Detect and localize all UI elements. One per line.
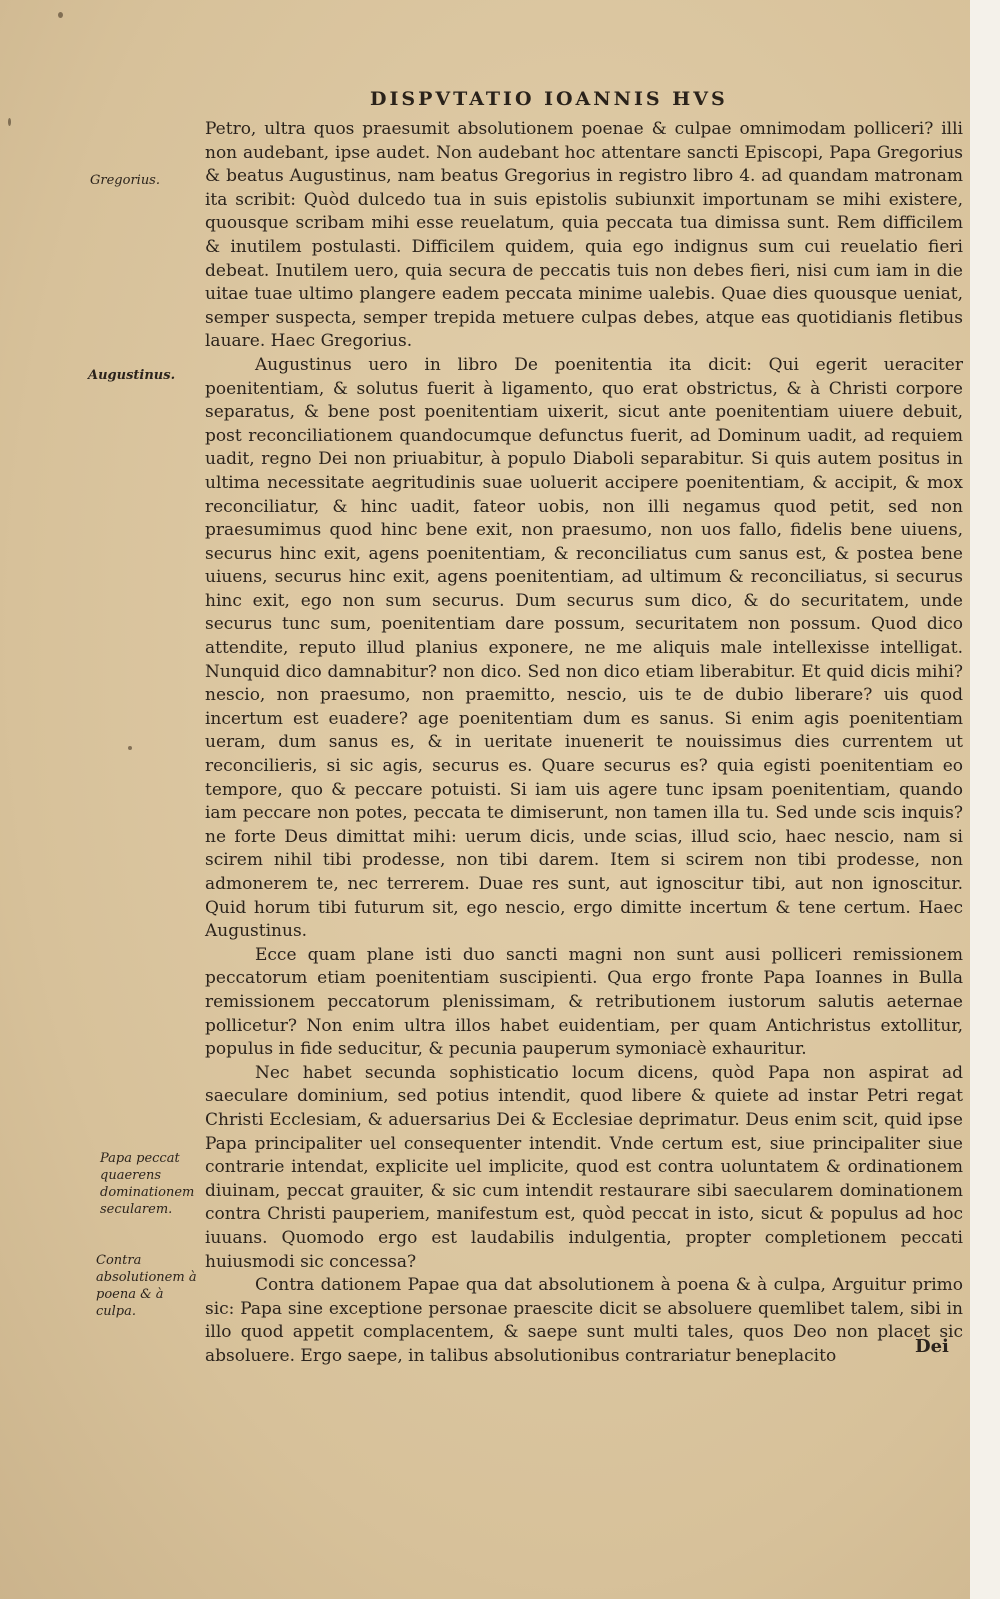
paragraph-contra-dationem: Contra dationem Papae qua dat absolutionem à poena & à culpa, Arguitur primo sic: Papa sine exceptione personae praescite dicit se absoluere quemlibet talem, sibi in illo quod appetit complacentem, & saepe sunt multi tales, quos Deo non placet sic absoluere. Ergo saepe, in talibus absolutionibus contrariatur beneplacito: [205, 1275, 963, 1366]
margin-note-augustinus: Augustinus.: [88, 368, 176, 383]
margin-note-gregorius: Gregorius.: [90, 173, 160, 188]
catchword: Dei: [915, 1336, 949, 1357]
paragraph-augustinus: Augustinus uero in libro De poenitentia ita dicit: Qui egerit ueraciter poenitentiam, & solutus fuerit à ligamento, quo erat obstrictus, & à Christi corpore separatus, & bene post poenitentiam uixerit, sicut ante poenitentiam uiuere debuit, post reconciliationem quandocumque defunctus fuerit, ad Dominum uadit, ad requiem uadit, regno Dei non priuabitur, à populo Diaboli separabitur. Si quis autem positus in ultima necessitate aegritudinis suae uoluerit accipere poenitentiam, & accipit, & mox reconciliatur, & hinc uadit, fateor uobis, non illi negamus quod petit, sed non praesumimus quod hinc bene exit, non praesumo, non uos fallo, fidelis bene uiuens, securus hinc exit, agens poenitentiam, & reconciliatus cum sanus est, & postea bene uiuens, securus hinc exit, agens poenitentiam, ad ultimum & reconciliatus, si securus hinc exit, ego non sum securus. Dum securus sum dico, & do securitatem, unde securus tunc sum, poenitentiam dare possum, securitatem non possum. Quod dico attendite, reputo illud planius exponere, ne me aliquis male intellexisse intelligat. Nunquid dico damnabitur? non dico. Sed non dico etiam liberabitur. Et quid dicis mihi? nescio, non praesumo, non praemitto, nescio, uis te de dubio liberare? uis quod incertum est euadere? age poenitentiam dum es sanus. Si enim agis poenitentiam ueram, dum sanus es, & in ueritate inuenerit te nouissimus dies currentem ut reconcilieris, si sic agis, securus es. Quare securus es? quia egisti poenitentiam eo tempore, quo & peccare potuisti. Si iam uis agere tunc ipsam poenitentiam, quando iam peccare non potes, peccata te dimiserunt, non tamen illa tu. Sed unde scis inquis? ne forte Deus dimittat mihi: uerum dicis, unde scias, illud scio, haec nescio, nam si scirem nihil tibi prodesse, non tibi darem. Item si scirem non tibi prodesse, non admonerem te, nec terrerem. Duae res sunt, aut ignoscitur tibi, aut non ignoscitur. Quid horum tibi futurum sit, ego nescio, ergo dimitte incertum & tene certum. Haec Augustinus.: [205, 354, 963, 942]
margin-note-papa-peccat: Papa peccat quaerens dominationem secularem.: [100, 1151, 195, 1217]
ink-spot: [8, 118, 11, 126]
paragraph-nec-habet: Nec habet secunda sophisticatio locum dicens, quòd Papa non aspirat ad saeculare dominium, sed potius intendit, quod libere & quiete ad instar Petri regat Christi Ecclesiam, & aduersarius Dei & Ecclesiae deprimatur. Deus enim scit, quid ipse Papa principaliter uel consequenter intendit. Vnde certum est, siue principaliter siue contrarie intendat, explicite uel implicite, quod est contra uoluntatem & ordinationem diuinam, peccat grauiter, & sic cum intendit restaurare sibi saecularem dominationem contra Christi pauperiem, manifestum est, quòd peccat in isto, sicut & populus ad hoc iuuans. Quomodo ergo est laudabilis indulgentia, propter completionem peccati huiusmodi sic concessa?: [205, 1062, 963, 1272]
running-header: DISPVTATIO IOANNIS HVS: [370, 88, 728, 110]
ink-spot: [128, 746, 132, 750]
main-text-block: [205, 118, 963, 1368]
page-edge-background: [970, 0, 1000, 1599]
margin-note-contra-absolutionem: Contra absolutionem à poena & à culpa.: [96, 1253, 197, 1319]
paragraph-ecce: Ecce quam plane isti duo sancti magni non sunt ausi polliceri remissionem peccatorum etiam poenitentiam suscipienti. Qua ergo fronte Papa Ioannes in Bulla remissionem peccatorum plenissimam, & retributionem iustorum salutis aeternae pollicetur? Non enim ultra illos habet euidentiam, per quam Antichristus extollitur, populus in fide seducitur, & pecunia pauperum symoniacè exhauritur.: [205, 944, 963, 1060]
ink-spot: [58, 12, 63, 18]
paragraph-petro: Petro, ultra quos praesumit absolutionem poenae & culpae omnimodam polliceri? illi non audebant, ipse audet. Non audebant hoc attentare sancti Episcopi, Papa Gregorius & beatus Augustinus, nam beatus Gregorius in registro libro 4. ad quandam matronam ita scribit: Quòd dulcedo tua in suis epistolis subiunxit importunam se mihi existere, quousque scribam mihi esse reuelatum, quia peccata tua dimissa sunt. Rem difficilem & inutilem postulasti. Difficilem quidem, quia ego indignus sum cui reuelatio fieri debeat. Inutilem uero, quia secura de peccatis tuis non debes fieri, nisi cum iam in die uitae tuae ultimo plangere eadem peccata minime ualebis. Quae dies quousque ueniat, semper suspecta, semper trepida metuere culpas debes, atque eas quotidianis fletibus lauare. Haec Gregorius.: [205, 119, 963, 352]
